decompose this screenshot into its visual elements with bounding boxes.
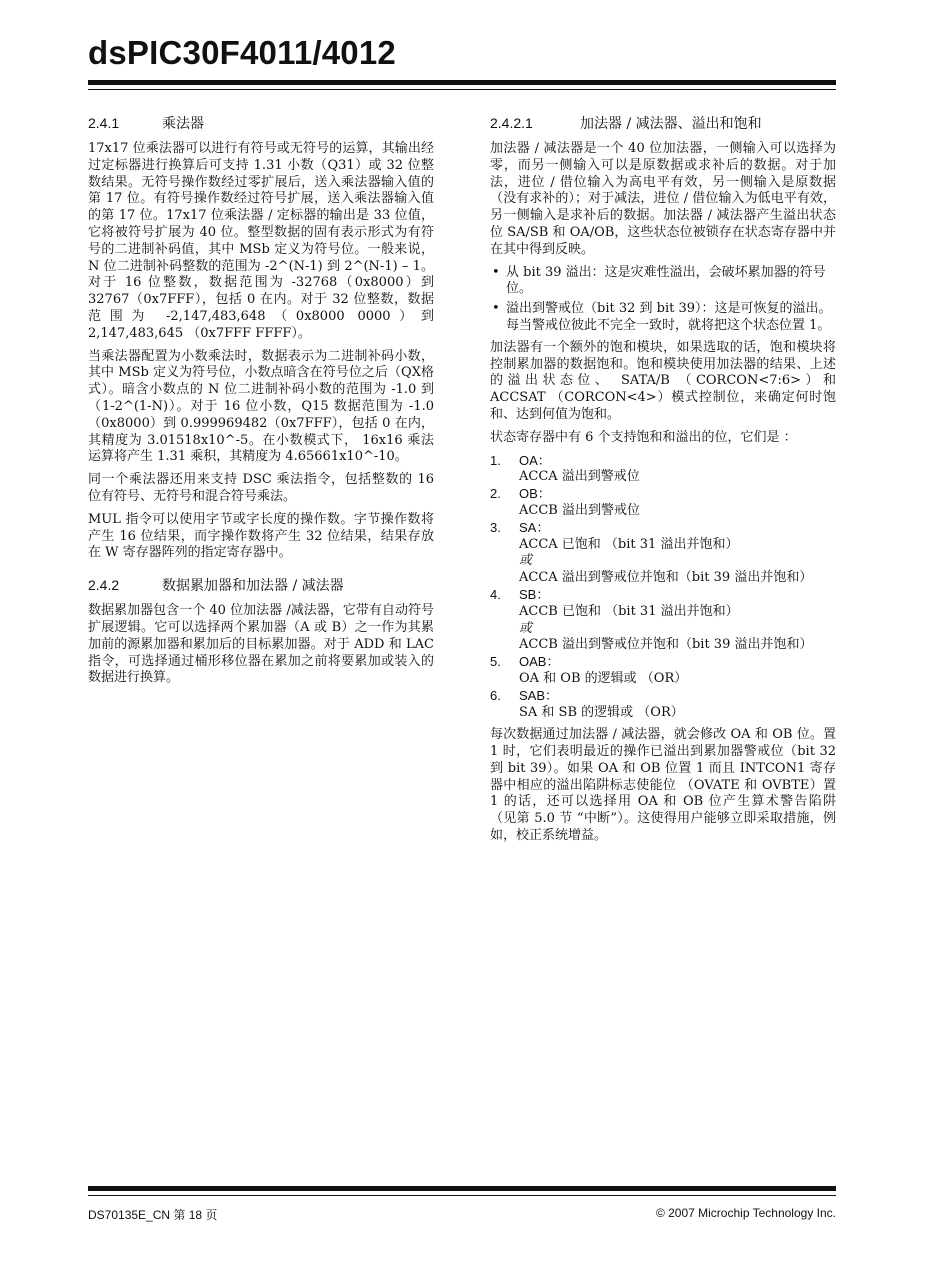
bit-name: OA： <box>519 452 551 468</box>
status-bit-item <box>490 486 836 520</box>
paragraph-saturation: 加法器有一个额外的饱和模块，如果选取的话，饱和模块将控制累加器的数据饱和。饱和模块使用加法器的结果、上述的溢出状态位、 SATA/B （CORCON<7:6>）和 ACCSAT （CORCON<4>）模式控制位，来确定何时饱和、达到何值为饱和。 <box>490 339 836 422</box>
status-bit-list <box>490 453 836 722</box>
footer-copyright: © 2007 Microchip Technology Inc. <box>655 1206 836 1220</box>
item-number: 6. <box>490 687 501 703</box>
bit-description: ACCA 已饱和 （bit 31 溢出并饱和） <box>519 536 739 552</box>
paragraph-multiplier-intro: 17x17 位乘法器可以进行有符号或无符号的运算，其输出经过定标器进行换算后可支持 1.31 小数（Q31）或 32 位整数结果。无符号操作数经过零扩展后，送入乘法器输入值的第 17 位。有符号操作数经过符号扩展，送入乘法器输入值的第 17 位。17x17 位乘法器 / 定标器的输出是 33 位值，它将被符号扩展为 40 位。整型数据的固有表示形式为有符号的二进制补码值，其中 MSb 定义为符号位。一般来说，N 位二进制补码整数的范围为 -2^(N-1) 到 2^(N-1) – 1。对于 16 位整数，数据范围为 -32768（0x8000）到 32767（0x7FFF），包括 0 在内。对于 32 位整数，数据范围为 -2,147,483,648（0x8000 0000）到 2,147,483,645 （0x7FFF FFFF）。 <box>88 141 434 341</box>
left-column <box>88 114 434 693</box>
paragraph-dsc-multiply: 同一个乘法器还用来支持 DSC 乘法指令，包括整数的 16 位有符号、无符号和混合符号乘法。 <box>88 472 434 504</box>
or-connector: 或 <box>519 553 533 569</box>
status-bit-item <box>490 654 836 688</box>
bit-name: SAB： <box>519 687 559 703</box>
bit-name: SA： <box>519 519 550 535</box>
footer-document-number: DS70135E_CN 第 18 页 <box>88 1208 218 1222</box>
section-heading-2-4-2-1 <box>490 114 836 133</box>
paragraph-accumulator: 数据累加器包含一个 40 位加法器 /减法器，它带有自动符号扩展逻辑。它可以选择两个累加器（A 或 B）之一作为其累加前的源累加器和累加后的目标累加器。对于 ADD 和 LAC 指令，可选择通过桶形移位器在累加之前将要累加或装入的数据进行换算。 <box>88 603 434 686</box>
bullet-item: • 溢出到警戒位（bit 32 到 bit 39）：这是可恢复的溢出。每当警戒位彼此不完全一致时，就将把这个状态位置 1。 <box>490 301 836 335</box>
bit-description: ACCA 溢出到警戒位 <box>519 469 640 485</box>
right-column <box>490 114 836 851</box>
paragraph-oa-ob-bits: 每次数据通过加法器 / 减法器，就会修改 OA 和 OB 位。置 1 时，它们表明最近的操作已溢出到累加器警戒位（bit 32 到 bit 39）。如果 OA 和 OB 位置 1 而且 INTCON1 寄存器中相应的溢出陷阱标志使能位 （OVATE 和 OVBTE）置 1 的话，还可以选择用 OA 和 OB 位产生算术警告陷阱 （见第 5.0 节 “中断”）。这使得用户能够立即采取措施，例如，校正系统增益。 <box>490 727 836 844</box>
bit-description: ACCB 溢出到警戒位 <box>519 502 640 518</box>
document-title: dsPIC30F4011/4012 <box>88 34 396 71</box>
item-number: 1. <box>490 452 501 468</box>
status-bit-item <box>490 453 836 487</box>
section-number: 2.4.1 <box>88 115 120 131</box>
bit-name: OAB： <box>519 654 560 670</box>
item-number: 3. <box>490 519 501 535</box>
footer-rule-thin <box>88 1195 836 1196</box>
section-number: 2.4.2 <box>88 577 120 594</box>
bullet-item: • 从 bit 39 溢出：这是灾难性溢出，会破坏累加器的符号位。 <box>490 265 836 299</box>
section-title: 数据累加器和加法器 / 减法器 <box>162 578 344 595</box>
header-rule-thin <box>88 89 836 90</box>
item-number: 5. <box>490 654 501 670</box>
item-number: 2. <box>490 486 501 502</box>
section-title: 加法器 / 减法器、溢出和饱和 <box>580 116 762 132</box>
header-rule-thick <box>88 80 836 85</box>
bit-description-alt: ACCB 溢出到警戒位并饱和（bit 39 溢出并饱和） <box>519 637 813 653</box>
bit-name: OB： <box>519 486 551 502</box>
bit-description: OA 和 OB 的逻辑或 （OR） <box>519 670 688 686</box>
section-number: 2.4.2.1 <box>490 115 533 131</box>
status-bit-item <box>490 520 836 587</box>
overflow-bullet-list <box>490 265 836 335</box>
paragraph-adder: 加法器 / 减法器是一个 40 位加法器，一侧输入可以选择为零，而另一侧输入可以是原数据或求补后的数据。对于加法，进位 / 借位输入为高电平有效，另一侧输入是原数据（没有求补的）；对于减法，进位 / 借位输入为低电平有效，另一侧输入是求补后的数据。加法器 / 减法器产生溢出状态位 SA/SB 和 OA/OB，这些状态位被锁存在状态寄存器中并在其中得到反映。 <box>490 141 836 257</box>
paragraph-mul-instruction: MUL 指令可以使用字节或字长度的操作数。字节操作数将产生 16 位结果，而字操作数将产生 32 位结果，结果存放在 W 寄存器阵列的指定寄存器中。 <box>88 511 434 561</box>
bit-description: SA 和 SB 的逻辑或 （OR） <box>519 704 684 720</box>
bit-name: SB： <box>519 586 550 602</box>
section-title: 乘法器 <box>162 116 204 132</box>
bit-description-alt: ACCA 溢出到警戒位并饱和（bit 39 溢出并饱和） <box>519 570 813 586</box>
footer-rule-thick <box>88 1186 836 1191</box>
or-connector: 或 <box>519 620 533 636</box>
paragraph-status-bits-intro: 状态寄存器中有 6 个支持饱和和溢出的位，它们是 ： <box>490 429 797 445</box>
section-heading-2-4-1 <box>88 114 434 133</box>
paragraph-fractional-mode: 当乘法器配置为小数乘法时，数据表示为二进制补码小数，其中 MSb 定义为符号位，小数点暗含在符号位之后（QX格式）。暗含小数点的 N 位二进制补码小数的范围为 -1.0 到（1-2^(1-N)）。对于 16 位小数，Q15 数据范围为 -1.0（0x8000）到 0.999969482（0x7FFF），包括 0 在内，其精度为 3.01518x10^-5。在小数模式下， 16x16 乘法运算将产生 1.31 乘积，其精度为 4.65661x10^-10。 <box>88 348 434 465</box>
item-number: 4. <box>490 586 501 602</box>
status-bit-item <box>490 587 836 654</box>
status-bit-item <box>490 688 836 722</box>
bit-description: ACCB 已饱和 （bit 31 溢出并饱和） <box>519 603 739 619</box>
section-heading-2-4-2 <box>88 576 434 595</box>
